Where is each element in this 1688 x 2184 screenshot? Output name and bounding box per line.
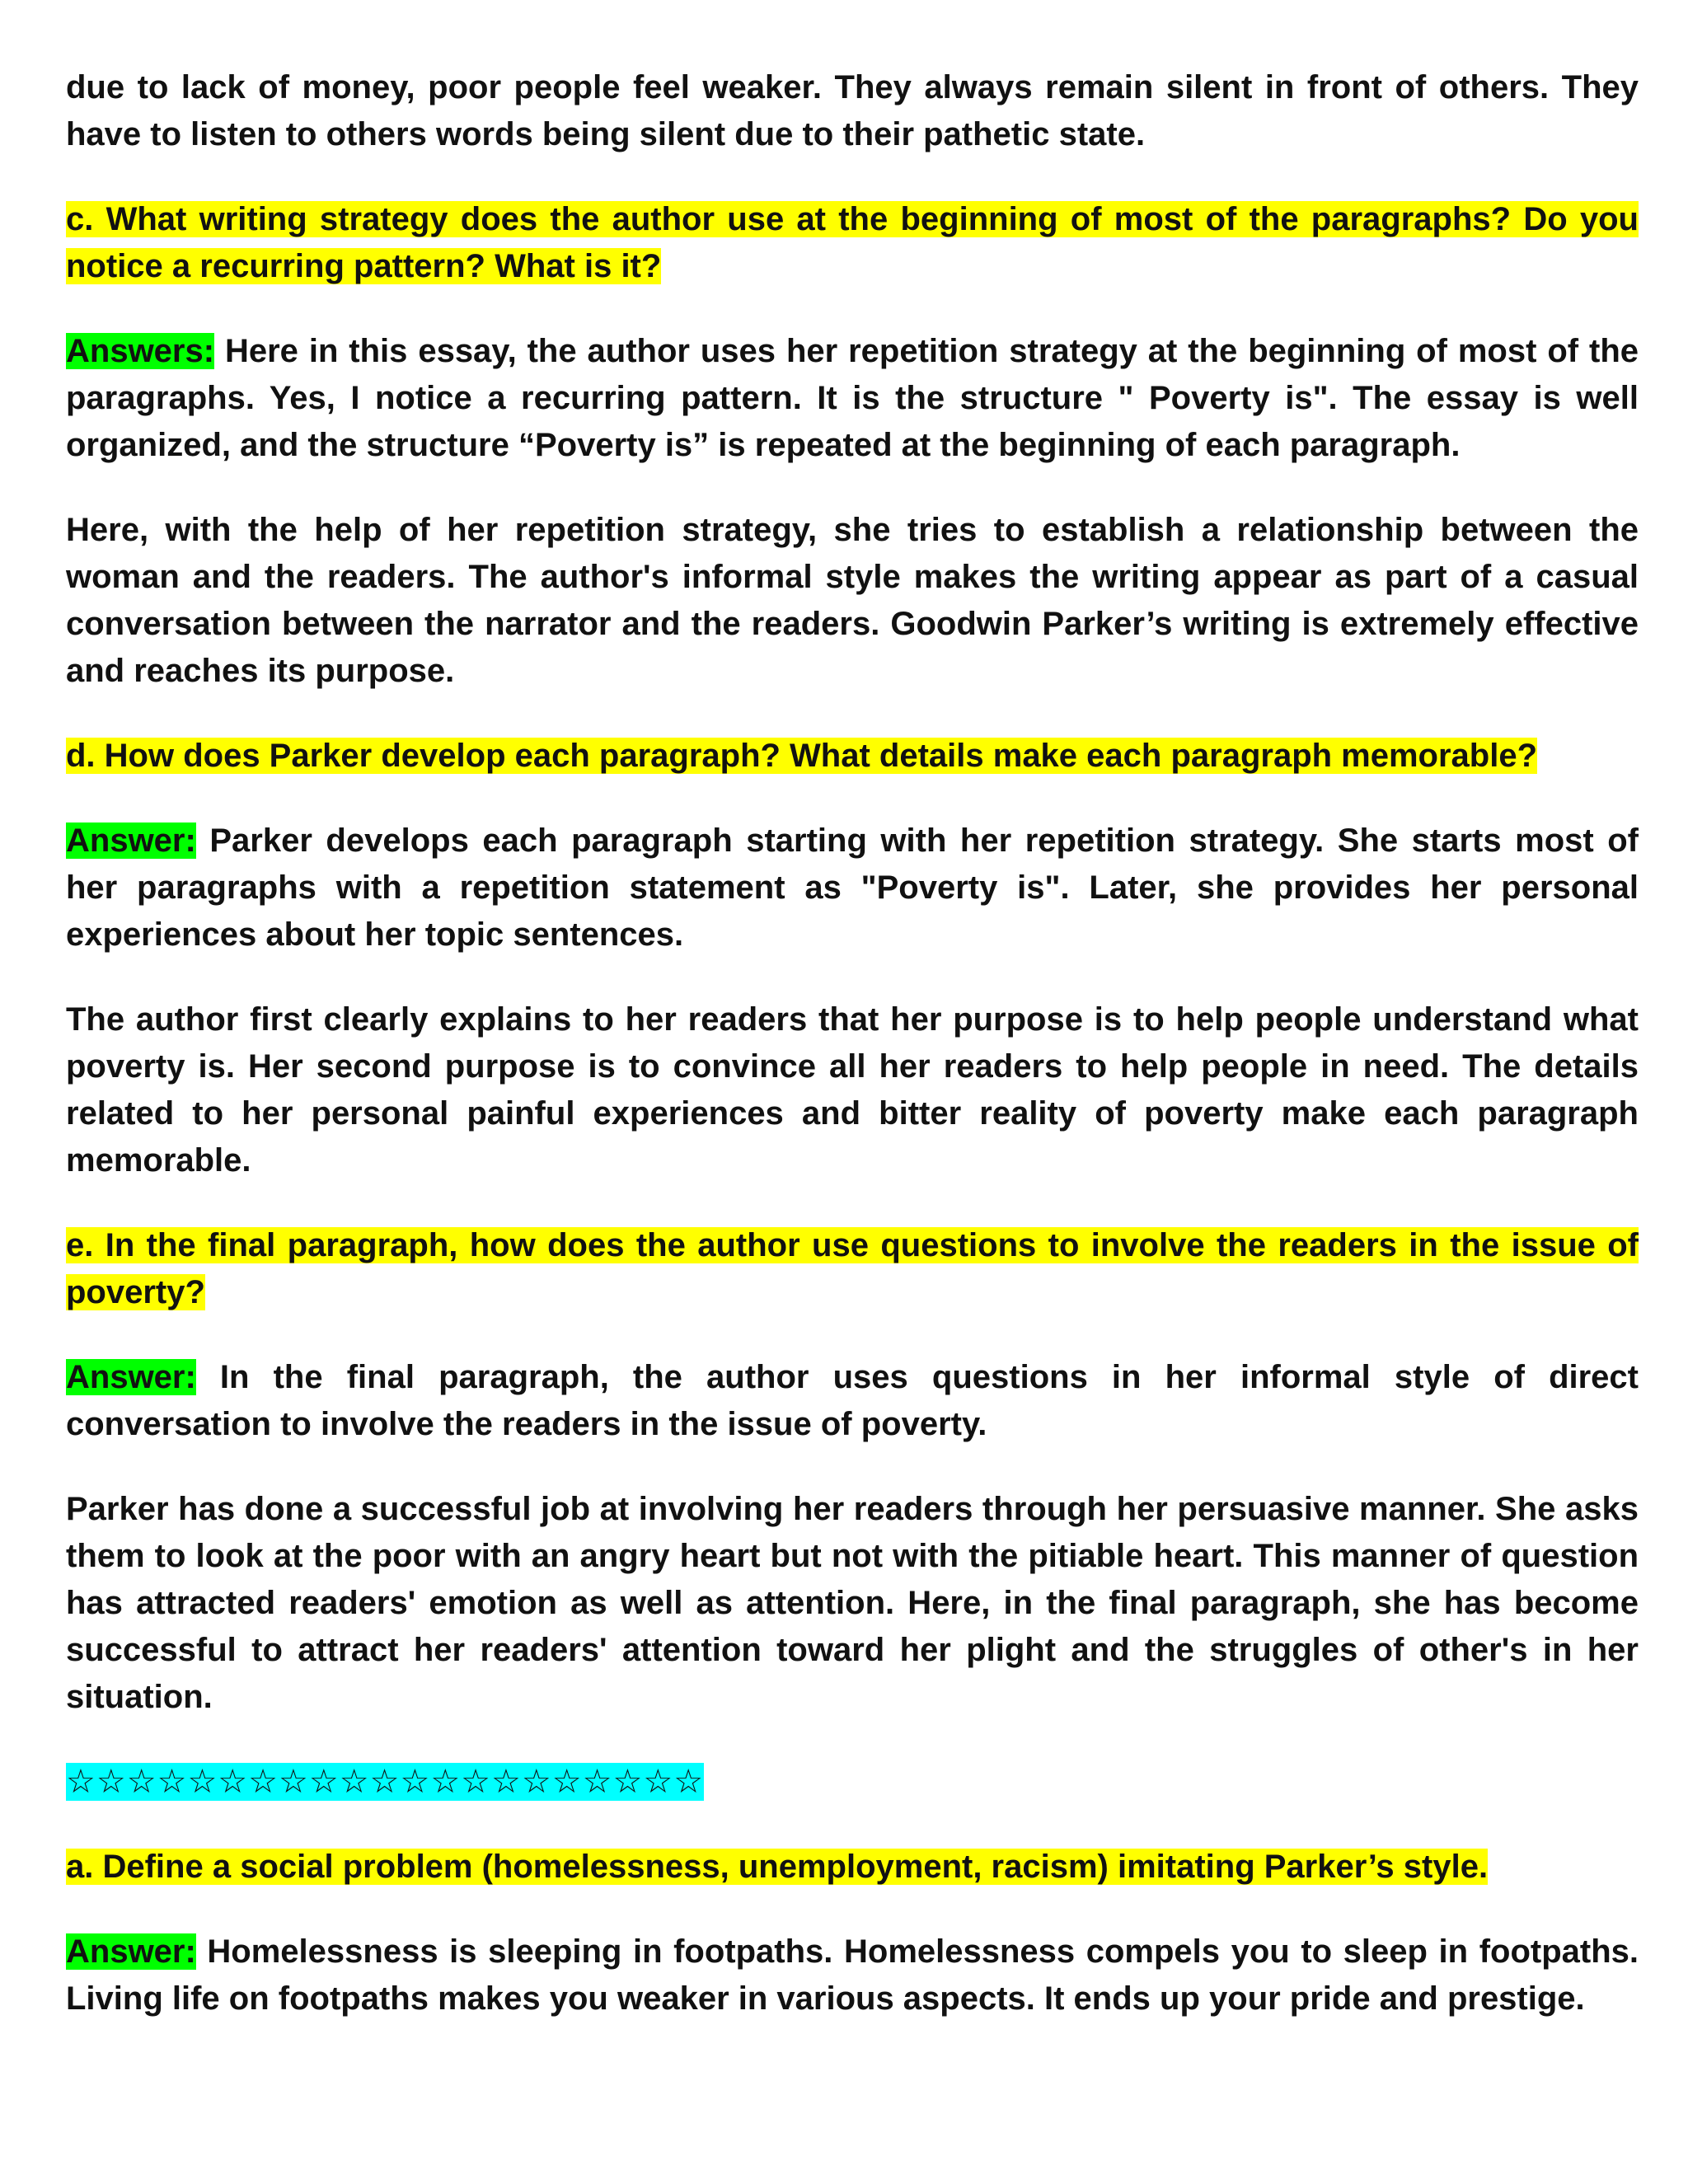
answer-c-paragraph-2: Here, with the help of her repetition strategy, she tries to establish a relationship between the woman and the readers. The author's informal style makes the writing appear as part of a casual conversation between the narrator and the readers. Goodwin Parker’s writing is extremely effective and reaches its purpose. [66, 512, 1639, 689]
answer-e-paragraph-2: Parker has done a successful job at involving her readers through her persuasive manner. She asks them to look at the poor with an angry heart but not with the pitiable heart. This manner of question has attracted readers' emotion as well as attention. Here, in the final paragraph, she has become successful to attract her readers' attention toward her plight and the struggles of other's in her situation. [66, 1491, 1639, 1715]
answer-a-label: Answer: [66, 1933, 196, 1970]
question-c-text: c. What writing strategy does the author use at the beginning of most of the paragraphs? Do you notice a recurring pattern? What is it? [66, 201, 1639, 284]
answer-c-text: Here in this essay, the author uses her repetition strategy at the beginning of most of the paragraphs. Yes, I notice a recurring pattern. It is the structure " Poverty is". The essay is well organized, and the structure “Poverty is” is repeated at the beginning of each paragraph. [66, 333, 1639, 463]
question-a-text: a. Define a social problem (homelessness, unemployment, racism) imitating Parker’s style. [66, 1849, 1489, 1885]
answer-d-paragraph-2: The author first clearly explains to her readers that her purpose is to help people understand what poverty is. Her second purpose is to convince all her readers to help people in need. The details related to her personal painful experiences and bitter reality of poverty make each paragraph memorable. [66, 1001, 1639, 1179]
question-e [66, 1222, 1639, 1316]
answer-a-text: Homelessness is sleeping in footpaths. Homelessness compels you to sleep in footpaths. Living life on footpaths makes you weaker in various aspects. It ends up your pride and prestige. [66, 1933, 1639, 2017]
answer-d [66, 818, 1639, 958]
document-page [66, 64, 1639, 2060]
answer-e-text: In the final paragraph, the author uses questions in her informal style of direct conversation to involve the readers in the issue of poverty. [66, 1359, 1639, 1442]
answer-d-text: Parker develops each paragraph starting with her repetition strategy. She starts most of her paragraphs with a repetition statement as "Poverty is". Later, she provides her personal experiences about her topic sentences. [66, 823, 1639, 953]
answer-e [66, 1354, 1639, 1448]
question-c [66, 196, 1639, 290]
question-d [66, 733, 1639, 780]
answer-c-label: Answers: [66, 333, 215, 369]
answer-d-label: Answer: [66, 823, 196, 859]
star-divider-text: ☆☆☆☆☆☆☆☆☆☆☆☆☆☆☆☆☆☆☆☆☆ [66, 1763, 705, 1801]
question-d-text: d. How does Parker develop each paragraph? What details make each paragraph memorable? [66, 738, 1538, 774]
answer-e-label: Answer: [66, 1359, 196, 1395]
question-a [66, 1844, 1639, 1891]
star-divider [66, 1759, 1639, 1806]
answer-a [66, 1929, 1639, 2022]
answer-c [66, 328, 1639, 469]
question-e-text: e. In the final paragraph, how does the author use questions to involve the readers in the issue of poverty? [66, 1227, 1639, 1310]
paragraph-continued: due to lack of money, poor people feel weaker. They always remain silent in front of others. They have to listen to others words being silent due to their pathetic state. [66, 69, 1639, 152]
